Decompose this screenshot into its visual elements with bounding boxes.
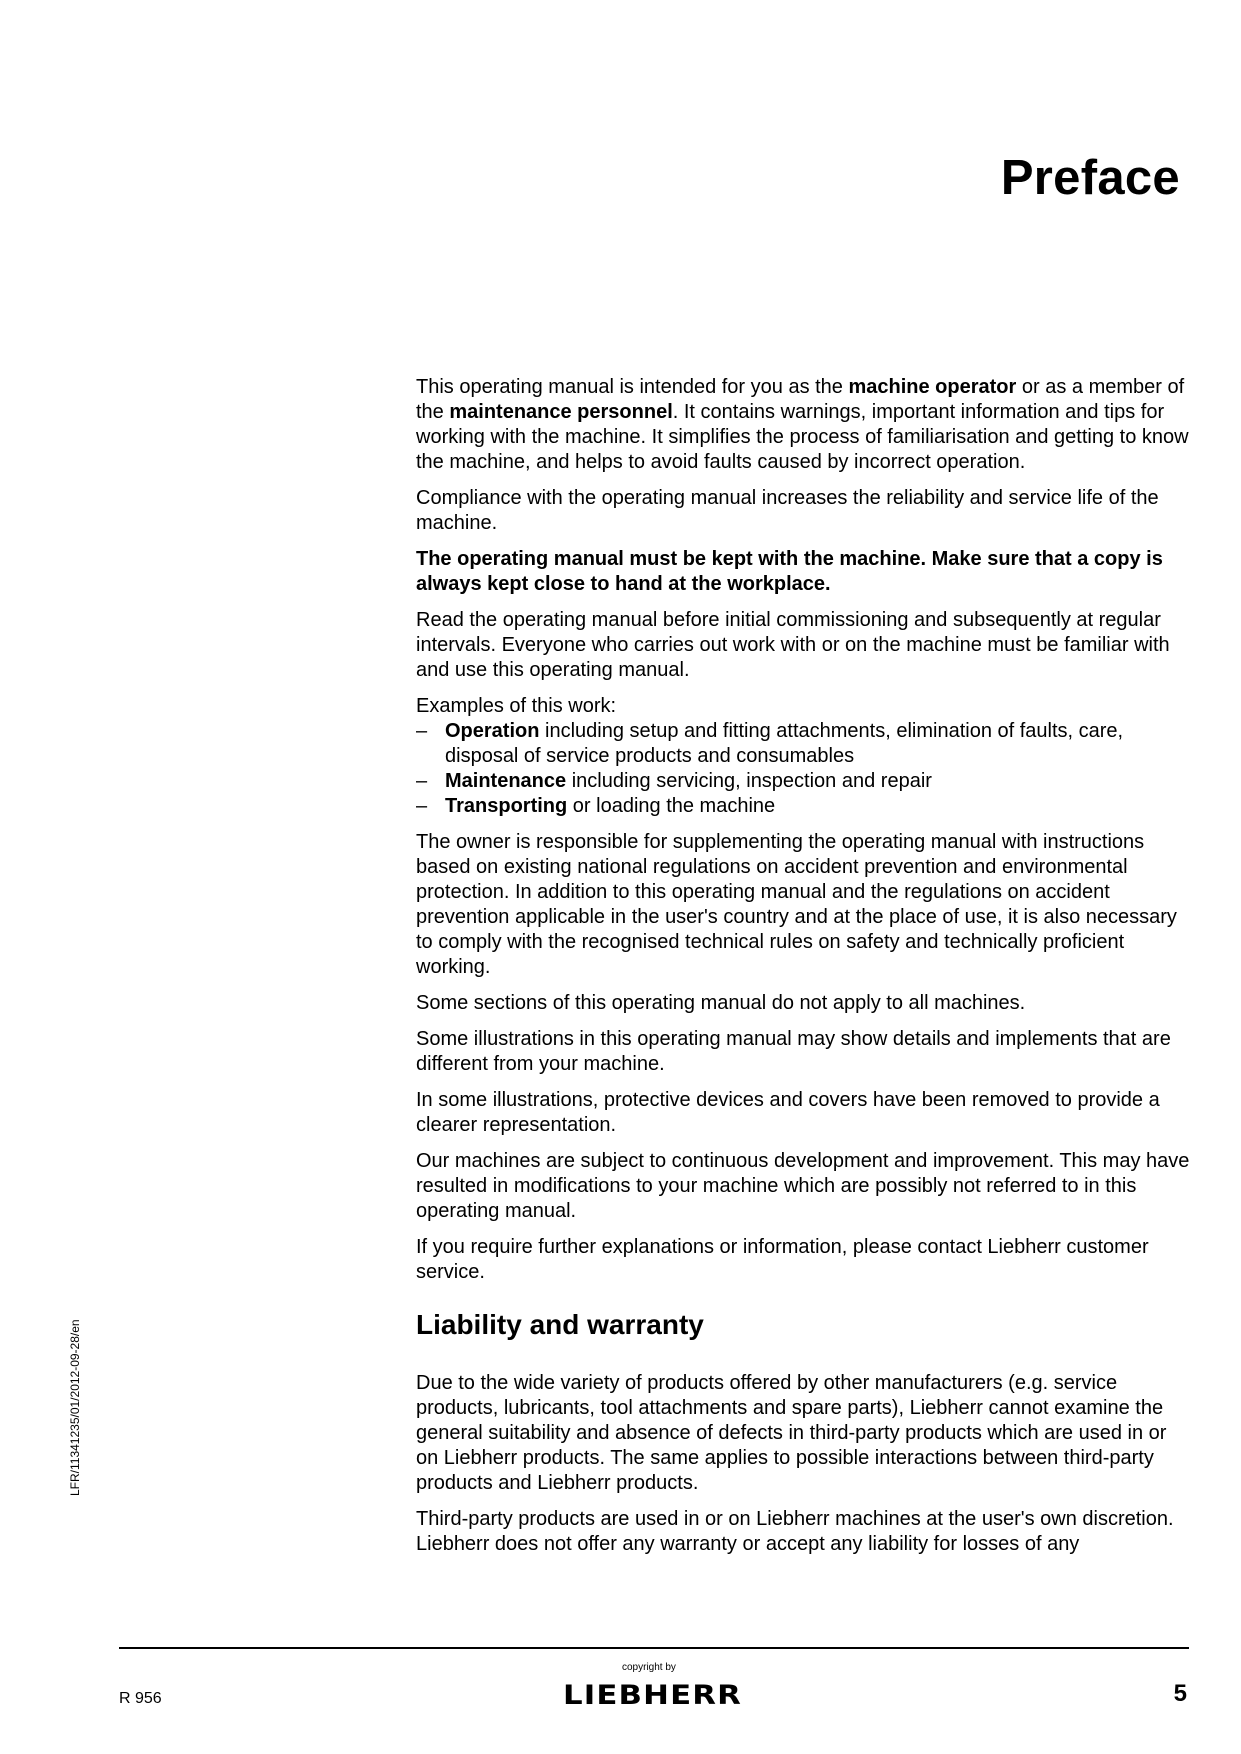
list-item-term: Operation (445, 720, 540, 742)
list-item (416, 769, 1191, 794)
intro-paragraph-1 (416, 375, 1191, 475)
paragraph-text: . It contains warnings, important information and tips for working with the machine. It simplifies the process of familiarisation and getting to know the machine, and helps to avoid faults caused by incorrect operation. (416, 401, 1189, 473)
intro-paragraph-7: Some illustrations in this operating manual may show details and implements that are different from your machine. (416, 1028, 1171, 1075)
list-item-text: including setup and fitting attachments, elimination of faults, care, disposal of service products and consumables (445, 720, 1124, 767)
list-item-term: Maintenance (445, 770, 567, 792)
intro-paragraph-6: Some sections of this operating manual do not apply to all machines. (416, 992, 1026, 1014)
paragraph-text: or as a member of the (416, 376, 1185, 423)
logo-wordmark: LIEBHERR (563, 1680, 742, 1707)
liability-paragraph-1: Due to the wide variety of products offered by other manufacturers (e.g. service products, lubricants, tool attachments and spare parts), Liebherr cannot examine the general suitability and absence of defects in third-party products which are used in or on Liebherr products. The same applies to possible interactions between third-party products and Liebherr products. (416, 1372, 1167, 1494)
emphasis-text: machine operator (848, 376, 1017, 398)
paragraph-text: This operating manual is intended for you as the (416, 376, 849, 398)
dash-bullet: – (416, 770, 428, 792)
list-item-text: including servicing, inspection and repair (566, 770, 932, 792)
liability-paragraph-2: Third-party products are used in or on Liebherr machines at the user's own discretion. Liebherr does not offer any warranty or accept any liability for losses of any (416, 1508, 1174, 1555)
footer-model-name: R 956 (119, 1690, 162, 1707)
emphasis-text: maintenance personnel (449, 401, 673, 423)
list-item-term: Transporting (445, 795, 568, 817)
list-item (416, 719, 1191, 769)
examples-intro: Examples of this work: (416, 695, 617, 717)
main-content (416, 375, 1191, 1568)
intro-paragraph-10: If you require further explanations or information, please contact Liebherr customer service. (416, 1236, 1149, 1283)
list-item-text: or loading the machine (567, 795, 776, 817)
dash-bullet: – (416, 795, 428, 817)
intro-paragraph-8: In some illustrations, protective devices and covers have been removed to provide a clearer representation. (416, 1089, 1160, 1136)
list-item (416, 794, 1191, 819)
dash-bullet: – (416, 720, 428, 742)
liebherr-logo (561, 1677, 744, 1707)
intro-paragraph-3-bold: The operating manual must be kept with the machine. Make sure that a copy is always kept close to hand at the workplace. (416, 548, 1163, 595)
page-number: 5 (1173, 1680, 1187, 1707)
section-heading-liability: Liability and warranty (416, 1309, 704, 1340)
page-title: Preface (1000, 151, 1180, 205)
intro-paragraph-9: Our machines are subject to continuous development and improvement. This may have resulted in modifications to your machine which are possibly not referred to in this operating manual. (416, 1150, 1190, 1222)
intro-paragraph-5: The owner is responsible for supplementing the operating manual with instructions based on existing national regulations on accident prevention and environmental protection. In addition to this operating manual and the regulations on accident prevention applicable in the user's country and at the place of use, it is also necessary to comply with the recognised technical rules on safety and technically proficient working. (416, 831, 1177, 978)
footer-copyright: copyright by (622, 1662, 676, 1673)
examples-list (416, 719, 1191, 819)
intro-paragraph-2: Compliance with the operating manual increases the reliability and service life of the machine. (416, 487, 1159, 534)
intro-paragraph-4: Read the operating manual before initial commissioning and subsequently at regular intervals. Everyone who carries out work with or on the machine must be familiar with and use this operating manual. (416, 609, 1170, 681)
document-code-vertical: LFR/11341235/01/2012-09-28/en (68, 1319, 82, 1496)
footer-divider (119, 1647, 1189, 1649)
